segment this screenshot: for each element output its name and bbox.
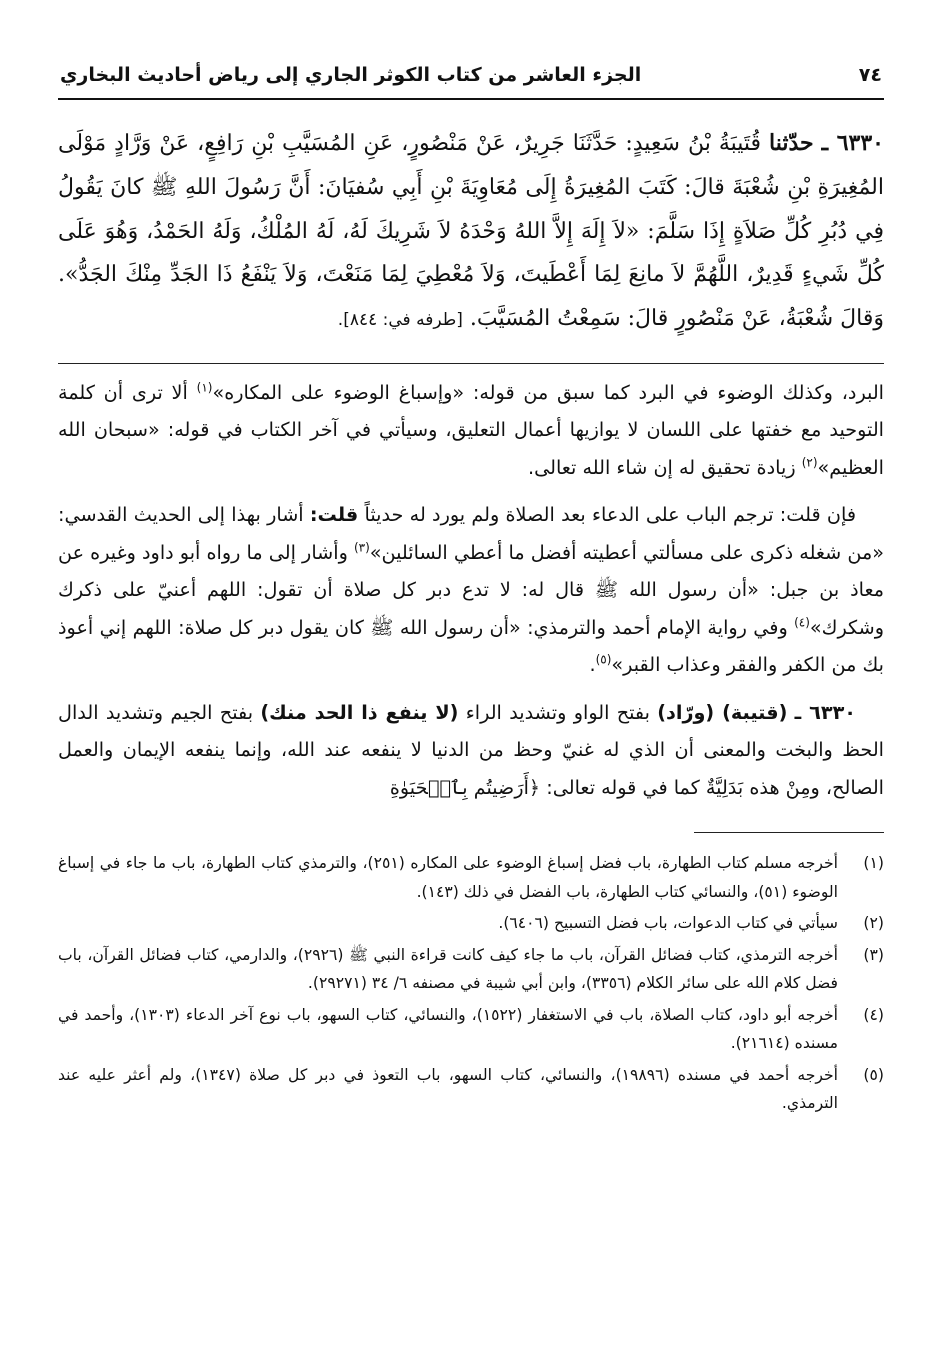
commentary-text: بفتح الواو وتشديد الراء bbox=[458, 700, 658, 724]
footnote-rule bbox=[694, 832, 884, 833]
footnote bbox=[58, 909, 884, 938]
commentary-text: وفي رواية الإمام أحمد والترمذي: «أن رسول الله ﷺ كان يقول دبر كل صلاة: اللهم إني أعوذ بك من الكفر والفقر وعذاب القبر» bbox=[58, 615, 884, 677]
footnote bbox=[58, 849, 884, 906]
commentary-paragraph-2 bbox=[58, 496, 884, 684]
footnote-text: أخرجه الترمذي، كتاب فضائل القرآن، باب ما جاء كيف كانت قراءة النبي ﷺ (٢٩٢٦)، والدارمي، كتاب فضائل القرآن، باب فضل كلام الله على سائر الكلام (٣٣٥٦)، وابن أبي شيبة في مصنفه ٦/ ٣٤ (٢٩٢٧١). bbox=[58, 945, 838, 993]
footnote-text: أخرجه مسلم كتاب الطهارة، باب فضل إسباغ الوضوء على المكاره (٢٥١)، والترمذي كتاب الطهارة، باب ما جاء في إسباغ الوضوء (٥١)، والنسائي كتاب الطهارة، باب الفضل في ذلك (١٤٣). bbox=[58, 854, 838, 901]
hadith-lead: حدّثنا bbox=[769, 130, 814, 156]
running-head bbox=[58, 58, 884, 90]
footnote bbox=[58, 1001, 884, 1058]
footnote-ref: (٢) bbox=[801, 455, 818, 470]
book-page bbox=[58, 58, 884, 1121]
footnote-ref: (٤) bbox=[794, 615, 810, 630]
hadith-number: ٦٣٣٠ ـ bbox=[821, 130, 884, 156]
footnote bbox=[58, 941, 884, 998]
commentary-paragraph-3 bbox=[58, 694, 884, 807]
hadith-text bbox=[58, 122, 884, 343]
commentary-text: بفتح الجيم وتشديد الدال الحظ والبخت والمعنى أن الذي له غنيّ وحظ من الدنيا لا ينفعه عند الله، وإنما ينفعه الإيمان والعمل الصالح، ومِنْ هذه بَدَلِيَّةٌ كما في قوله تعالى: bbox=[58, 700, 884, 799]
footnote-text: أخرجه أبو داود، كتاب الصلاة، باب في الاستغفار (١٥٢٢)، والنسائي، كتاب السهو، باب نوع آخر الدعاء (١٣٠٣)، وأحمد في مسنده (٢١٦١٤). bbox=[58, 1005, 838, 1053]
footnote bbox=[58, 1061, 884, 1118]
commentary-paragraph-1 bbox=[58, 374, 884, 487]
footnote-ref: (١) bbox=[196, 380, 213, 395]
bold-term: (لا ينفع ذا الحد منك) bbox=[260, 700, 459, 724]
commentary-text: ألا ترى أن كلمة التوحيد مع خفتها على اللسان لا يوازيها أعمال التعليق، وسيأتي في آخر الكتاب في قوله: «سبحان الله العظيم» bbox=[58, 380, 884, 479]
footnote-number: (٤) bbox=[863, 1005, 884, 1024]
footnotes bbox=[58, 849, 884, 1118]
commentary-text: أشار بهذا إلى الحديث القدسي: «من شغله ذكرى على مسألتي أعطيته أفضل ما أعطي السائلين» bbox=[58, 503, 884, 564]
commentary-text: زيادة تحقيق له إن شاء الله تعالى. bbox=[528, 455, 802, 479]
footnote-ref: (٣) bbox=[353, 540, 370, 555]
footnote-text: سيأتي في كتاب الدعوات، باب فضل التسبيح (٦٤٠٦). bbox=[498, 914, 838, 933]
commentary-text: فإن قلت: ترجم الباب على الدعاء بعد الصلاة ولم يورد له حديثاً bbox=[358, 503, 856, 527]
footnote-number: (٢) bbox=[863, 914, 884, 933]
commentary-number: ٦٣٣٠ ـ bbox=[794, 700, 856, 724]
footnote-number: (١) bbox=[863, 854, 884, 873]
header-rule bbox=[58, 98, 884, 100]
running-title: الجزء العاشر من كتاب الكوثر الجاري إلى رياض أحاديث البخاري bbox=[60, 64, 642, 86]
bold-term: قلت: bbox=[309, 503, 359, 527]
footnote-text: أخرجه أحمد في مسنده (١٩٨٩٦)، والنسائي، كتاب السهو، باب التعوذ في دبر كل صلاة (١٣٤٧)، ولم أعثر عليه عند الترمذي. bbox=[58, 1065, 839, 1113]
section-divider bbox=[58, 363, 884, 364]
quran-quote: ﴿أَرَضِيتُم بِٱلۡحَيَوٰةِ bbox=[389, 775, 541, 799]
bold-term: (قتيبة) (ورّاد) bbox=[657, 700, 788, 724]
footnote-number: (٣) bbox=[863, 945, 884, 964]
commentary-text: البرد، وكذلك الوضوء في البرد كما سبق من قوله: «وإسباغ الوضوء على المكاره» bbox=[212, 380, 885, 404]
hadith-reference: [طرفه في: ٨٤٤]. bbox=[337, 310, 463, 331]
footnote-ref: (٥) bbox=[595, 653, 612, 668]
commentary-text: وأشار إلى ما رواه أبو داود وغيره عن معاذ بن جبل: «أن رسول الله ﷺ قال له: لا تدع دبر كل صلاة أن تقول: اللهم أعنيّ على ذكرك وشكرك» bbox=[58, 540, 884, 639]
commentary bbox=[58, 374, 884, 807]
footnote-number: (٥) bbox=[863, 1065, 884, 1084]
page-number: ٧٤ bbox=[858, 64, 882, 86]
hadith-body: قُتَيبَةُ بْنُ سَعِيدٍ: حَدَّثَنَا جَرِيرٌ، عَنْ مَنْصُورٍ، عَنِ المُسَيَّبِ بْنِ رَافِعٍ، عَنْ وَرَّادٍ مَوْلَى المُغِيرَةِ بْنِ شُعْبَةَ قالَ: كَتَبَ المُغِيرَةُ إِلَى مُعَاوِيَةَ بْنِ أَبِي سُفيَانَ: أَنَّ رَسُولَ اللهِ ﷺ كانَ يَقُولُ فِي دُبُرِ كُلِّ صَلاَةٍ إِذَا سَلَّمَ: «لاَ إِلَهَ إِلاَّ اللهُ وَحْدَهُ لاَ شَرِيكَ لَهُ، لَهُ المُلْكُ، وَلَهُ الحَمْدُ، وَهُوَ عَلَى كُلِّ شَيءٍ قَدِيرٌ، اللَّهُمَّ لاَ مانِعَ لِمَا أَعْطَيتَ، وَلاَ مُعْطِيَ لِمَا مَنَعْتَ، وَلاَ يَنْفَعُ ذَا الجَدِّ مِنْكَ الجَدُّ». وَقالَ شُعْبَةُ، عَنْ مَنْصُورٍ قالَ: سَمِعْتُ المُسَيَّبَ. bbox=[58, 131, 884, 332]
commentary-text: . bbox=[589, 653, 596, 677]
